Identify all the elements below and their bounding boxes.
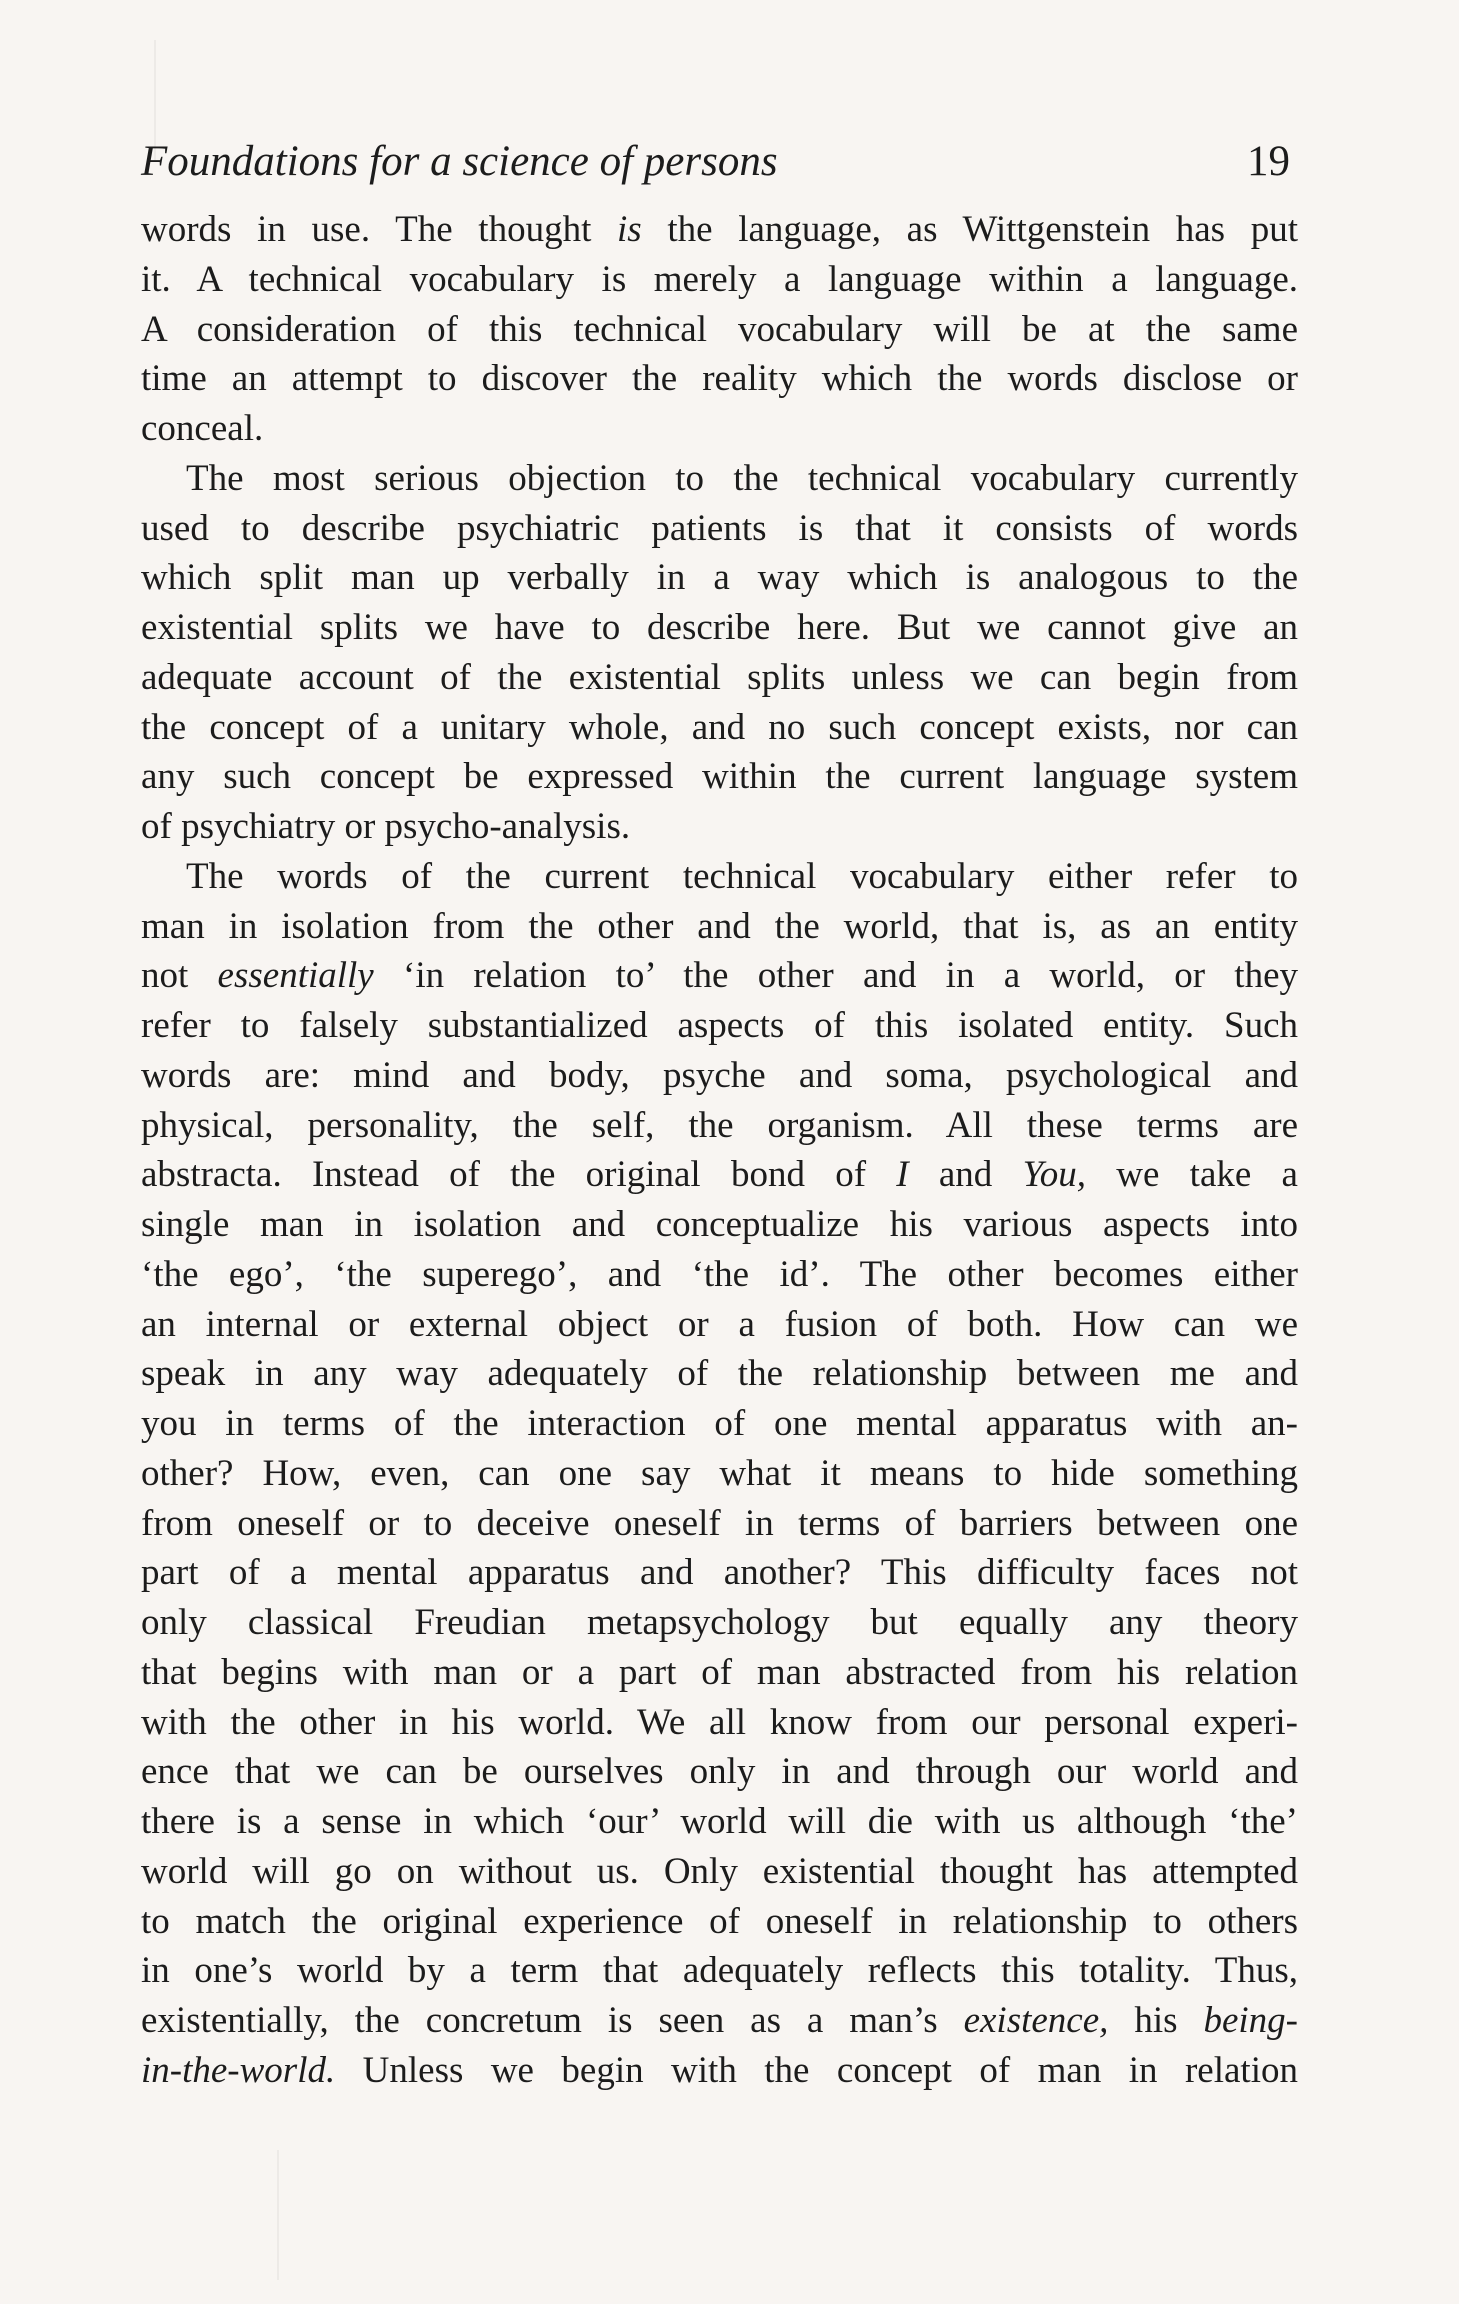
text-line xyxy=(141,1897,1298,1947)
text-segment: with the other in his world. We all know from our personal experi- xyxy=(141,1701,1298,1743)
text-line xyxy=(141,1847,1298,1897)
text-line xyxy=(141,1797,1298,1847)
text-segment: part of a mental apparatus and another? This difficulty faces not xyxy=(141,1552,1298,1594)
text-line xyxy=(141,1499,1298,1549)
text-segment: ‘the ego’, ‘the superego’, and ‘the id’. The other becomes either xyxy=(141,1253,1298,1295)
text-segment: you in terms of the interaction of one mental apparatus with an- xyxy=(141,1403,1298,1444)
text-line xyxy=(141,1150,1298,1200)
text-line xyxy=(141,1300,1298,1350)
text-line xyxy=(141,1598,1298,1648)
text-segment: any such concept be expressed within the current language system xyxy=(141,756,1298,798)
text-line xyxy=(141,454,1298,504)
text-segment: adequate account of the existential splits unless we can begin from xyxy=(141,656,1298,698)
text-line xyxy=(141,1747,1298,1797)
italic-text: existence, xyxy=(963,2000,1109,2041)
text-line xyxy=(141,1051,1298,1101)
text-line xyxy=(141,1449,1298,1499)
body-text xyxy=(141,205,1298,2096)
text-line xyxy=(141,1648,1298,1698)
text-segment: of psychiatry or psycho-analysis. xyxy=(141,806,631,847)
text-line xyxy=(141,603,1298,653)
text-segment: ence that we can be ourselves only in and through our world and xyxy=(141,1751,1298,1793)
text-line xyxy=(141,752,1298,802)
text-segment: time an attempt to discover the reality which the words disclose or xyxy=(141,358,1298,400)
text-line xyxy=(141,852,1298,902)
text-segment: an internal or external object or a fusion of both. How can we xyxy=(141,1303,1298,1345)
page-number: 19 xyxy=(1247,138,1290,185)
text-segment: Unless we begin with the concept of man in relation xyxy=(335,2049,1298,2091)
italic-text: is xyxy=(617,209,642,250)
text-line xyxy=(141,1349,1298,1399)
text-segment: The words of the current technical vocabulary either refer to xyxy=(186,855,1298,897)
text-line xyxy=(141,1200,1298,1250)
text-segment: to match the original experience of oneself in relationship to others xyxy=(141,1900,1298,1942)
text-line xyxy=(141,1250,1298,1300)
text-line xyxy=(141,802,1298,852)
text-segment: in one’s world by a term that adequately reflects this totality. Thus, xyxy=(141,1950,1298,1992)
running-title: Foundations for a science of persons xyxy=(141,138,778,185)
text-segment: speak in any way adequately of the relationship between me and xyxy=(141,1353,1298,1395)
text-segment: and xyxy=(908,1154,1023,1196)
text-segment: refer to falsely substantialized aspects of this isolated entity. Such xyxy=(141,1005,1298,1046)
italic-text: You, xyxy=(1022,1154,1087,1196)
italic-text: in-the-world. xyxy=(141,2049,336,2091)
text-segment: conceal. xyxy=(141,408,264,449)
text-segment: which split man up verbally in a way which is analogous to the xyxy=(141,557,1298,599)
text-segment: other? How, even, can one say what it means to hide something xyxy=(141,1452,1298,1494)
text-line xyxy=(141,504,1298,554)
text-line xyxy=(141,205,1298,255)
text-line xyxy=(141,255,1298,305)
text-line xyxy=(141,653,1298,703)
text-segment: words are: mind and body, psyche and soma, psychological and xyxy=(141,1054,1298,1096)
text-segment: from oneself or to deceive oneself in terms of barriers between one xyxy=(141,1502,1298,1544)
text-segment: existential splits we have to describe here. But we cannot give an xyxy=(141,607,1298,648)
text-line xyxy=(141,354,1298,404)
text-segment: the language, as Wittgenstein has put xyxy=(641,209,1298,250)
text-line xyxy=(141,1101,1298,1151)
text-segment: the concept of a unitary whole, and no such concept exists, nor can xyxy=(141,706,1298,748)
text-line xyxy=(141,404,1298,454)
text-segment: ‘in relation to’ the other and in a world, or they xyxy=(373,955,1299,997)
text-segment: words in use. The thought xyxy=(141,209,618,250)
text-line xyxy=(141,1001,1298,1051)
page-crease-mark xyxy=(277,2150,279,2280)
text-line xyxy=(141,1996,1298,2046)
italic-text: I xyxy=(896,1154,909,1196)
text-line xyxy=(141,1946,1298,1996)
text-segment: man in isolation from the other and the world, that is, as an entity xyxy=(141,905,1298,947)
text-segment: used to describe psychiatric patients is that it consists of words xyxy=(141,507,1298,549)
text-segment: it. A technical vocabulary is merely a language within a language. xyxy=(141,258,1298,300)
text-segment: we take a xyxy=(1086,1154,1298,1196)
text-line xyxy=(141,902,1298,952)
text-line xyxy=(141,305,1298,355)
text-line xyxy=(141,2046,1298,2096)
text-segment: A consideration of this technical vocabulary will be at the same xyxy=(141,308,1298,350)
italic-text: essentially xyxy=(217,955,374,997)
text-segment: only classical Freudian metapsychology but equally any theory xyxy=(141,1602,1298,1643)
text-line xyxy=(141,951,1298,1001)
text-segment: physical, personality, the self, the organism. All these terms are xyxy=(141,1104,1298,1146)
text-segment: that begins with man or a part of man abstracted from his relation xyxy=(141,1651,1298,1693)
text-line xyxy=(141,553,1298,603)
italic-text: being- xyxy=(1203,2000,1298,2041)
text-line xyxy=(141,703,1298,753)
running-head xyxy=(141,132,1298,192)
text-segment: world will go on without us. Only existential thought has attempted xyxy=(141,1850,1298,1892)
text-segment: single man in isolation and conceptualize his various aspects into xyxy=(141,1204,1298,1245)
text-line xyxy=(141,1399,1298,1449)
text-segment: not xyxy=(141,955,218,997)
text-line xyxy=(141,1698,1298,1748)
text-segment: The most serious objection to the technical vocabulary currently xyxy=(186,457,1298,499)
text-segment: abstracta. Instead of the original bond of xyxy=(141,1154,897,1196)
text-segment: his xyxy=(1108,2000,1204,2041)
text-segment: there is a sense in which ‘our’ world will die with us although ‘the’ xyxy=(141,1801,1298,1842)
text-segment: existentially, the concretum is seen as a man’s xyxy=(141,2000,964,2041)
text-line xyxy=(141,1548,1298,1598)
